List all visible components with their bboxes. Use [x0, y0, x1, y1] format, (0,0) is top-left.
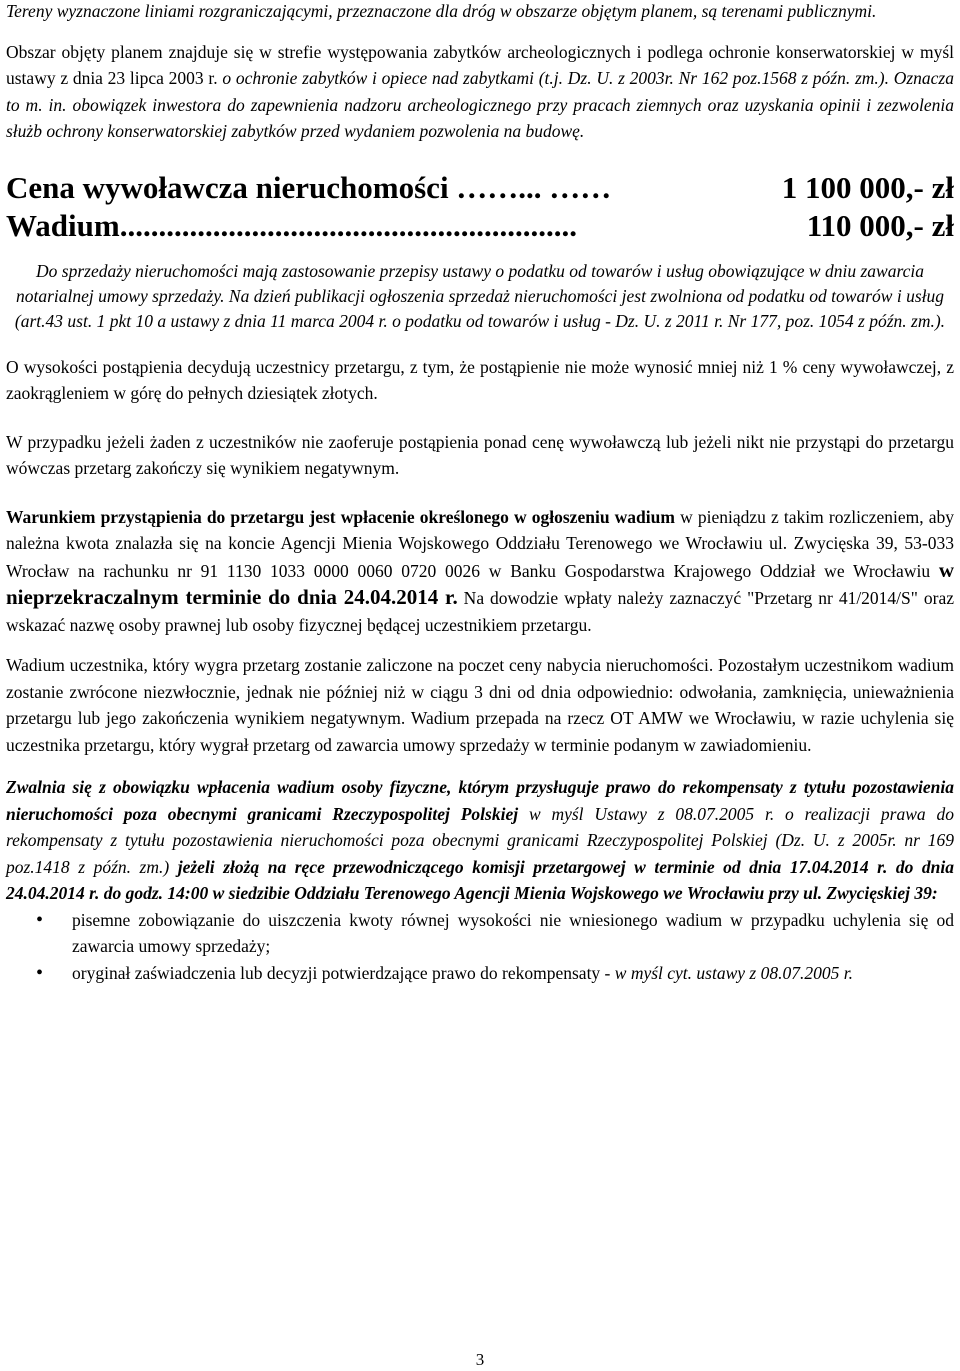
page-number: 3: [475, 1350, 485, 1369]
exemption-text: w myśl Ustawy z 08.07.2005 r. o realizacji prawa do rekompensaty z tytułu pozostawienia nieruchomości poza obecnymi granicami Rzeczypospolitej Polskiej (Dz. U. z 2005r. nr 169 poz.1418 z późn. zm.): [6, 803, 954, 877]
heritage-paragraph: [6, 39, 954, 145]
deposit-rules-paragraph: Wadium uczestnika, który wygra przetarg zostanie zaliczone na poczet ceny nabycia nieruchomości. Pozostałym uczestnikom wadium zostanie zwrócone niezwłocznie, jednak nie później niż w ciągu 3 dni od dnia odpowiednio: odwołania, zamknięcia, unieważnienia przetargu lub jego zakończenia wynikiem negatywnym. Wadium przepada na rzecz OT AMW we Wrocławiu, w razie uchylenia się uczestnika przetargu, który wygrał przetarg od zawarcia umowy sprzedaży w terminie podanym w zawiadomieniu.: [6, 655, 954, 755]
starting-price-row: [6, 169, 954, 207]
deposit-value: 110 000,- zł: [806, 207, 954, 243]
list-item-text: pisemne zobowiązanie do uiszczenia kwoty równej wysokości nie wniesionego wadium w przypadku uchylenia się od zawarcia umowy sprzedaży;: [72, 909, 954, 956]
list-item: [6, 907, 954, 960]
exemption-deadline: jeżeli złożą na ręce przewodniczącego komisji przetargowej w terminie od dnia 17.04.2014 r. do dnia 24.04.2014 r. do godz. 14:00 w siedzibie Oddziału Terenowego Agencji Mienia Wojskowego we Wrocławiu przy ul. Zwycięskiej 39:: [6, 856, 954, 903]
negative-result-paragraph: W przypadku jeżeli żaden z uczestników nie zaoferuje postąpienia ponad cenę wywoławczą lub jeżeli nikt nie przystąpi do przetargu wówczas przetarg zakończy się wynikiem negatywnym.: [6, 431, 954, 478]
list-item-text-italic: w myśl cyt. ustawy z 08.07.2005 r.: [614, 962, 853, 983]
exemption-bold: Zwalnia się z obowiązku wpłacenia wadium osoby fizyczne, którym przysługuje prawo do rekompensaty z tytułu pozostawienia nieruchomości poza obecnymi granicami Rzeczypospolitej Polskiej: [6, 777, 954, 824]
deposit-conditions-paragraph: [6, 504, 954, 639]
starting-price-value: 1 100 000,- zł: [781, 169, 954, 205]
vat-note: [6, 259, 954, 334]
bullet-icon: •: [36, 961, 44, 984]
deposit-label: Wadium...........................................................: [6, 207, 577, 243]
exemption-paragraph: [6, 774, 954, 907]
starting-price-label: Cena wywoławcza nieruchomości ……... ……: [6, 169, 612, 205]
intro-paragraph: Tereny wyznaczone liniami rozgraniczającymi, przeznaczone dla dróg w obszarze objętym planem, są terenami publicznymi.: [6, 1, 877, 21]
heritage-text-normal: Obszar objęty planem znajduje się w strefie występowania zabytków archeologicznych i podlega ochronie konserwatorskiej w myśl ustawy z dnia 23 lipca 2003 r.: [6, 41, 954, 88]
bullet-icon: •: [36, 908, 44, 931]
deposit-conditions-text2: Na dowodzie wpłaty należy zaznaczyć "Przetarg nr 41/2014/S" oraz wskazać nazwę osoby prawnej lub osoby fizycznej będącej uczestnikiem przetargu.: [6, 588, 955, 635]
deposit-conditions-bold: Warunkiem przystąpienia do przetargu jest wpłacenie określonego w ogłoszeniu wadium: [6, 506, 675, 527]
heritage-text-italic: o ochronie zabytków i opiece nad zabytkami (t.j. Dz. U. z 2003r. Nr 162 poz.1568 z późn. zm.). Oznacza to m. in. obowiązek inwestora do zapewnienia nadzoru archeologicznego przy pracach ziemnych oraz uzyskania opinii i zezwolenia służb ochrony konserwatorskiej zabytków przed wydaniem pozwolenia na budowę.: [6, 68, 954, 141]
deposit-conditions-text: w pieniądzu z takim rozliczeniem, aby należna kwota znalazła się na koncie Agencji Mienia Wojskowego Oddziału Terenowego we Wrocławiu ul. Zwycięska 39, 53-033 Wrocław na rachunku nr 91 1130 1033 0000 0060 0720 0026 w Banku Gospodarstwa Krajowego Oddział we Wrocławiu: [6, 506, 954, 581]
vat-note-line1: Do sprzedaży nieruchomości mają zastosowanie przepisy ustawy o podatku od towarów i usług obowiązujące w dniu zawarcia notarialnej umowy sprzedaży.: [16, 260, 924, 306]
list-item: [6, 960, 954, 987]
list-item-text: oryginał zaświadczenia lub decyzji potwierdzające prawo do rekompensaty -: [72, 962, 615, 983]
deposit-row: [6, 207, 954, 245]
bid-increment-paragraph: O wysokości postąpienia decydują uczestnicy przetargu, z tym, że postąpienie nie może wynosić mniej niż 1 % ceny wywoławczej, z zaokrągleniem w górę do pełnych dziesiątek złotych.: [6, 356, 954, 403]
required-documents-list: [6, 907, 954, 987]
deposit-deadline: w nieprzekraczalnym terminie do dnia 24.04.2014 r.: [6, 557, 954, 609]
vat-note-line2: Na dzień publikacji ogłoszenia sprzedaż nieruchomości jest zwolniona od podatku od towarów i usług (art.43 ust. 1 pkt 10 a ustawy z dnia 11 marca 2004 r. o podatku od towarów i usług - Dz. U. z 2011 r. Nr 177, poz. 1054 z późn. zm.).: [14, 285, 946, 331]
document-page: [6, 0, 954, 986]
